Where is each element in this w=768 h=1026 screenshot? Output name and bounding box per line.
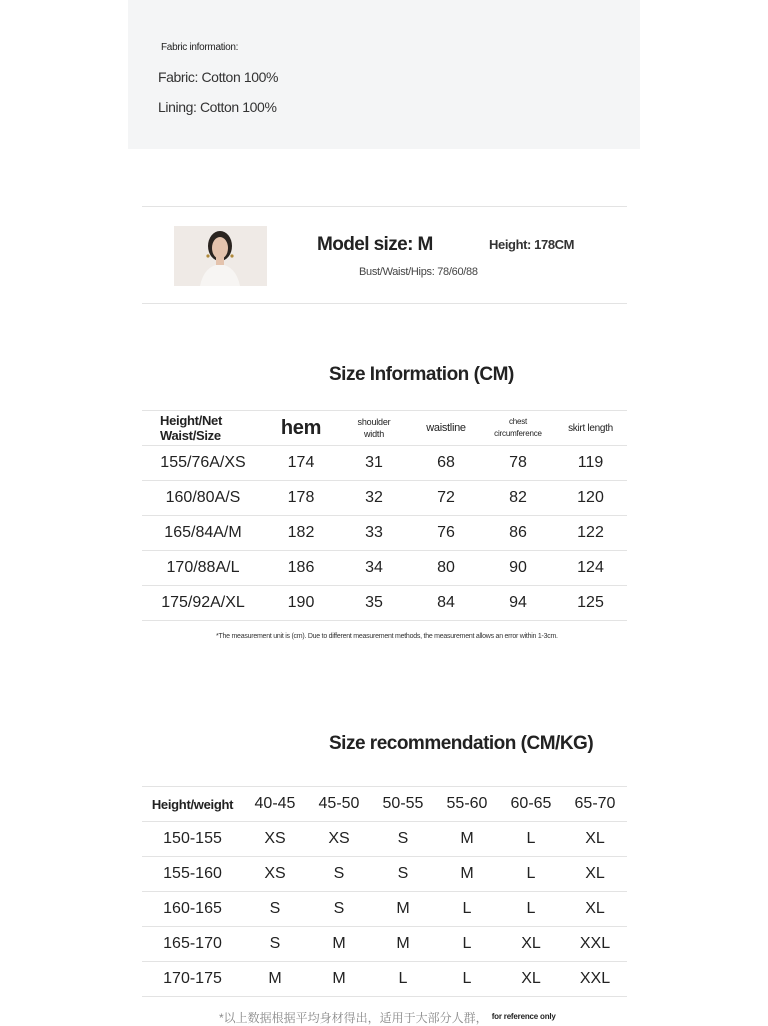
table-cell: 78 <box>482 446 554 481</box>
model-height: Height: 178CM <box>489 237 575 252</box>
table-cell: 122 <box>554 516 627 551</box>
footnote-chinese: *以上数据根据平均身材得出，适用于大部分人群， <box>219 1011 488 1025</box>
fabric-info-panel <box>128 0 640 149</box>
table-cell: S <box>307 857 371 892</box>
column-header: 60-65 <box>499 787 563 822</box>
table-cell: L <box>435 927 499 962</box>
fabric-heading: Fabric information: <box>161 42 239 53</box>
table-cell: XS <box>307 822 371 857</box>
table-cell: XL <box>499 962 563 997</box>
table-cell: 170/88A/L <box>142 551 264 586</box>
table-cell: 84 <box>410 586 482 621</box>
table-cell: 72 <box>410 481 482 516</box>
table-cell: 160-165 <box>142 892 243 927</box>
table-row <box>142 551 627 586</box>
table-cell: XL <box>563 892 627 927</box>
table-cell: 165/84A/M <box>142 516 264 551</box>
table-header-row <box>142 411 627 446</box>
table-cell: 170-175 <box>142 962 243 997</box>
table-cell: 34 <box>338 551 410 586</box>
table-cell: 90 <box>482 551 554 586</box>
divider <box>142 303 627 304</box>
table-cell: 124 <box>554 551 627 586</box>
table-cell: 94 <box>482 586 554 621</box>
table-row <box>142 516 627 551</box>
table-cell: 186 <box>264 551 338 586</box>
table-row <box>142 481 627 516</box>
column-header: 40-45 <box>243 787 307 822</box>
table-row <box>142 927 627 962</box>
table-cell: M <box>371 892 435 927</box>
table-cell: L <box>499 857 563 892</box>
measurement-note: *The measurement unit is (cm). Due to different measurement methods, the measurement allows an error within 1-3cm. <box>216 633 558 640</box>
table-cell: 155-160 <box>142 857 243 892</box>
table-cell: M <box>371 927 435 962</box>
table-cell: XS <box>243 857 307 892</box>
column-header: chest circumference <box>482 411 554 446</box>
table-cell: XL <box>563 822 627 857</box>
table-cell: 190 <box>264 586 338 621</box>
column-header: waistline <box>410 411 482 446</box>
table-cell: 80 <box>410 551 482 586</box>
table-row <box>142 892 627 927</box>
table-cell: L <box>435 962 499 997</box>
table-cell: S <box>371 822 435 857</box>
table-cell: 82 <box>482 481 554 516</box>
size-recommendation-table <box>142 786 627 997</box>
table-row <box>142 822 627 857</box>
table-cell: 33 <box>338 516 410 551</box>
model-measurements: Bust/Waist/Hips: 78/60/88 <box>359 266 478 278</box>
table-cell: XS <box>243 822 307 857</box>
table-cell: S <box>243 927 307 962</box>
table-row <box>142 586 627 621</box>
table-cell: 178 <box>264 481 338 516</box>
column-header: 50-55 <box>371 787 435 822</box>
table-cell: M <box>307 962 371 997</box>
table-cell: S <box>307 892 371 927</box>
table-cell: XXL <box>563 927 627 962</box>
table-cell: 35 <box>338 586 410 621</box>
size-recommendation-title: Size recommendation (CM/KG) <box>329 733 594 754</box>
model-portrait-image <box>174 226 267 286</box>
table-cell: XL <box>499 927 563 962</box>
table-cell: 31 <box>338 446 410 481</box>
table-cell: L <box>435 892 499 927</box>
table-cell: 32 <box>338 481 410 516</box>
table-cell: L <box>371 962 435 997</box>
table-cell: 150-155 <box>142 822 243 857</box>
size-info-table <box>142 410 627 621</box>
table-header-row <box>142 787 627 822</box>
table-cell: M <box>435 822 499 857</box>
table-cell: 76 <box>410 516 482 551</box>
table-row <box>142 446 627 481</box>
table-cell: XXL <box>563 962 627 997</box>
table-row <box>142 962 627 997</box>
table-cell: L <box>499 822 563 857</box>
table-cell: S <box>371 857 435 892</box>
table-row <box>142 857 627 892</box>
table-cell: M <box>435 857 499 892</box>
footnote-english: for reference only <box>491 1012 556 1021</box>
column-header: skirt length <box>554 411 627 446</box>
table-cell: 174 <box>264 446 338 481</box>
size-info-title: Size Information (CM) <box>329 364 514 385</box>
table-cell: M <box>307 927 371 962</box>
table-cell: 165-170 <box>142 927 243 962</box>
column-header: Height/weight <box>142 787 243 822</box>
table-cell: M <box>243 962 307 997</box>
table-cell: 160/80A/S <box>142 481 264 516</box>
table-cell: 68 <box>410 446 482 481</box>
table-cell: 175/92A/XL <box>142 586 264 621</box>
model-size: Model size: M <box>317 234 433 255</box>
column-header: 65-70 <box>563 787 627 822</box>
column-header: 55-60 <box>435 787 499 822</box>
table-cell: 125 <box>554 586 627 621</box>
lining-composition: Lining: Cotton 100% <box>158 99 277 115</box>
fabric-composition: Fabric: Cotton 100% <box>158 69 279 85</box>
table-cell: 155/76A/XS <box>142 446 264 481</box>
column-header: 45-50 <box>307 787 371 822</box>
column-header: shoulder width <box>338 411 410 446</box>
divider <box>142 206 627 207</box>
model-photo <box>174 226 267 286</box>
column-header: hem <box>264 411 338 446</box>
table-cell: XL <box>563 857 627 892</box>
table-cell: 86 <box>482 516 554 551</box>
reference-footnote <box>219 1009 556 1026</box>
table-cell: L <box>499 892 563 927</box>
table-cell: 120 <box>554 481 627 516</box>
column-header: Height/Net Waist/Size <box>142 411 264 446</box>
table-cell: S <box>243 892 307 927</box>
table-cell: 182 <box>264 516 338 551</box>
table-cell: 119 <box>554 446 627 481</box>
